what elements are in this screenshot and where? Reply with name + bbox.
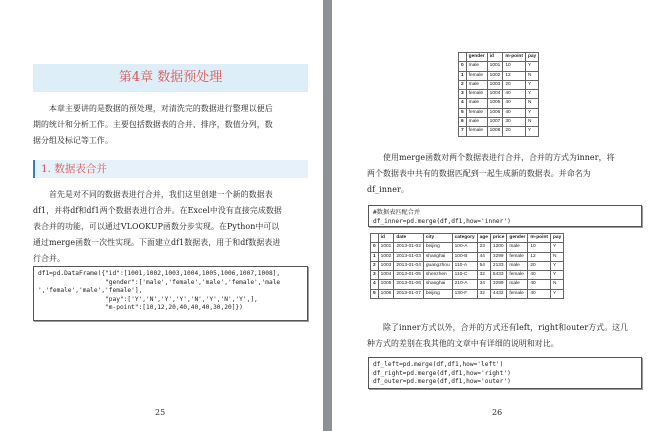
table-cell: N [525, 118, 538, 127]
table-cell: 2013-01-04 [394, 261, 424, 270]
table-cell: male [466, 80, 487, 89]
table-cell: 34 [477, 280, 490, 289]
table-cell: female [466, 71, 487, 80]
table-cell: 12 [528, 252, 551, 261]
text-line: df_inner。 [367, 185, 409, 194]
table-cell: 110-A [452, 261, 477, 270]
table-cell: 1003 [487, 80, 503, 89]
table-cell: shanghai [423, 280, 452, 289]
code-line: df_outer=pd.merge(df,df1,how='outer') [373, 378, 511, 386]
table-cell: N [525, 71, 538, 80]
table-cell: 12 [503, 71, 526, 80]
code-line: df_inner=pd.merge(df,df1,how='inner') [373, 217, 511, 225]
row-index: 0 [459, 62, 467, 71]
table-row [459, 90, 539, 99]
page-number: 26 [492, 408, 503, 417]
table-cell: Y [525, 90, 538, 99]
table-row [459, 108, 539, 117]
table-cell: 3299 [490, 252, 506, 261]
table-cell: 40 [503, 99, 526, 108]
table-cell: Y [550, 243, 563, 252]
table-cell: 100-A [452, 243, 477, 252]
table-cell: N [550, 280, 563, 289]
code-line: "pay":['Y','N','Y','Y','N','Y','N','Y',], [38, 295, 258, 303]
column-header: price [490, 234, 506, 243]
table-cell: 32 [477, 289, 490, 298]
table-cell: beijing [423, 289, 452, 298]
table-cell: 1004 [487, 90, 503, 99]
table-cell: male [466, 118, 487, 127]
code-block-left-right-outer [368, 357, 642, 389]
table-cell: 40 [528, 271, 551, 280]
table-row [371, 243, 564, 252]
row-index: 2 [459, 80, 467, 89]
table-cell: 2013-01-06 [394, 280, 424, 289]
text-line: 两个数据表中共有的数据匹配到一起生成新的数据表。并命名为 [367, 169, 591, 178]
table-cell: shenzhen [423, 271, 452, 280]
table-cell: Y [525, 108, 538, 117]
table-header-row [459, 53, 539, 62]
table-cell: Y [525, 80, 538, 89]
table-cell: 2013-01-02 [394, 243, 424, 252]
table-cell: 1002 [378, 252, 394, 261]
table-cell: 2133 [490, 261, 506, 270]
table-cell: 1004 [378, 271, 394, 280]
row-index: 1 [459, 71, 467, 80]
column-header: id [378, 234, 394, 243]
table-cell: female [507, 289, 528, 298]
table-cell: Y [525, 127, 538, 136]
code-line: df1=pd.DataFrame({"id":[1001,1002,1003,1004,1005,1006,1007,1008], [38, 270, 281, 277]
body-line: 行合并。 [33, 254, 65, 263]
table-cell: male [466, 99, 487, 108]
chapter-title: 第4章 数据预处理 [33, 64, 308, 92]
table-cell: Y [550, 261, 563, 270]
table-cell: Y [525, 62, 538, 71]
table-row [371, 280, 564, 289]
row-index: 7 [459, 127, 467, 136]
code-line: "m-point":[10,12,20,40,40,40,30,20]}) [38, 304, 243, 312]
merge-description [367, 150, 652, 198]
column-header: city [423, 234, 452, 243]
table-cell: male [507, 261, 528, 270]
table-cell: 20 [503, 127, 526, 136]
table-row [371, 271, 564, 280]
column-header: age [477, 234, 490, 243]
code-block-dataframe [33, 266, 308, 321]
table-cell: 210-A [452, 280, 477, 289]
table-cell: female [466, 127, 487, 136]
table-cell: 32 [477, 271, 490, 280]
left-page [0, 0, 323, 431]
table-cell: 10 [528, 243, 551, 252]
row-index: 5 [371, 289, 379, 298]
intro-line: 本章主要讲的是数据的预处理，对清洗完的数据进行整理以便后 [49, 104, 273, 113]
table-cell: 1006 [487, 108, 503, 117]
column-header: gender [507, 234, 528, 243]
row-index: 3 [459, 90, 467, 99]
table-cell: 110-C [452, 271, 477, 280]
table-row [459, 80, 539, 89]
row-index: 2 [371, 261, 379, 270]
column-header: gender [466, 53, 487, 62]
table-row [459, 62, 539, 71]
table-cell: 10 [503, 62, 526, 71]
text-line: 使用merge函数对两个数据表进行合并，合并的方式为inner，将 [383, 153, 615, 162]
table-cell: 23 [477, 243, 490, 252]
table-cell: male [466, 62, 487, 71]
text-line: 除了inner方式以外，合并的方式还有left，right和outer方式。这几 [383, 323, 629, 332]
table-cell: 1003 [378, 261, 394, 270]
code-block-inner [368, 205, 642, 227]
table-cell: 4432 [490, 289, 506, 298]
table-cell: 40 [528, 289, 551, 298]
code-line: #数据表匹配合并 [373, 209, 421, 216]
body-line: 首先是对不同的数据表进行合并，我们这里创建一个新的数据表 [49, 190, 273, 199]
column-header [371, 234, 379, 243]
table-cell: 1005 [487, 99, 503, 108]
table-row [459, 127, 539, 136]
row-index: 4 [459, 99, 467, 108]
column-header [459, 53, 467, 62]
table-cell: guangzhou [423, 261, 452, 270]
body-paragraph [33, 187, 313, 267]
merge-methods-note [367, 320, 652, 352]
table-row [371, 252, 564, 261]
table-cell: shanghai [423, 252, 452, 261]
table-cell: 2013-01-07 [394, 289, 424, 298]
row-index: 0 [371, 243, 379, 252]
body-line: 表合并的功能，可以通过VLOOKUP函数分步实现。在Python中可以 [33, 222, 280, 231]
table-cell: male [507, 280, 528, 289]
table-cell: female [466, 108, 487, 117]
table-cell: 2013-01-05 [394, 271, 424, 280]
column-header: id [487, 53, 503, 62]
table-cell: 30 [503, 118, 526, 127]
data-table-df1 [458, 52, 539, 137]
table-header-row [371, 234, 564, 243]
table-row [459, 99, 539, 108]
intro-line: 期的统计和分析工作。主要包括数据表的合并、排序，数值分列，数 [33, 120, 273, 129]
table-cell: female [507, 271, 528, 280]
row-index: 1 [371, 252, 379, 261]
code-line: "gender":['male','female','male','female','male [38, 278, 281, 286]
table-cell: 130-F [452, 289, 477, 298]
table-cell: 1005 [378, 280, 394, 289]
column-header: category [452, 234, 477, 243]
table-cell: 5433 [490, 271, 506, 280]
table-cell: N [525, 99, 538, 108]
table-cell: Y [550, 289, 563, 298]
intro-paragraph [33, 101, 313, 149]
table-cell: 1008 [487, 127, 503, 136]
body-line: df1，并将df和df1两个数据表进行合并。在Excel中没有直接完成数据 [33, 206, 282, 215]
table-cell: 20 [528, 261, 551, 270]
table-cell: female [466, 90, 487, 99]
column-header: pay [550, 234, 563, 243]
table-row [371, 289, 564, 298]
table-cell: 1200 [490, 243, 506, 252]
table-row [459, 118, 539, 127]
table-cell: 1001 [487, 62, 503, 71]
table-cell: 44 [477, 252, 490, 261]
table-cell: 1006 [378, 289, 394, 298]
column-header: date [394, 234, 424, 243]
table-cell: beijing [423, 243, 452, 252]
table-cell: 100-B [452, 252, 477, 261]
table-cell: 40 [503, 108, 526, 117]
table-cell: 54 [477, 261, 490, 270]
table-cell: Y [550, 271, 563, 280]
row-index: 3 [371, 271, 379, 280]
row-index: 6 [459, 118, 467, 127]
row-index: 5 [459, 108, 467, 117]
code-line: df_right=pd.merge(df,df1,how='right') [373, 369, 511, 377]
intro-line: 据分组及标记等工作。 [33, 136, 113, 145]
table-cell: 1001 [378, 243, 394, 252]
table-cell: N [550, 252, 563, 261]
body-line: 通过merge函数一次性实现。下面建立df1数据表，用于和df数据表进 [33, 238, 281, 247]
table-row [459, 71, 539, 80]
table-cell: female [507, 252, 528, 261]
table-cell: male [507, 243, 528, 252]
column-header: m-point [528, 234, 551, 243]
table-cell: 3299 [490, 280, 506, 289]
code-line: df_left=pd.merge(df,df1,how='left') [373, 361, 504, 368]
text-line: 种方式的差别在我其他的文章中有详细的说明和对比。 [367, 339, 559, 348]
table-cell: 20 [503, 80, 526, 89]
column-header: pay [525, 53, 538, 62]
table-cell: 2013-01-03 [394, 252, 424, 261]
right-page [332, 0, 660, 431]
data-table-df-inner [370, 233, 564, 299]
code-line: ','female','male','female'], [38, 287, 143, 295]
row-index: 4 [371, 280, 379, 289]
table-cell: 1007 [487, 118, 503, 127]
section-title: 1. 数据表合并 [33, 160, 308, 178]
table-cell: 40 [528, 280, 551, 289]
table-cell: 1002 [487, 71, 503, 80]
table-row [371, 261, 564, 270]
table-cell: 40 [503, 90, 526, 99]
page-number: 25 [155, 408, 166, 417]
column-header: m-point [503, 53, 526, 62]
